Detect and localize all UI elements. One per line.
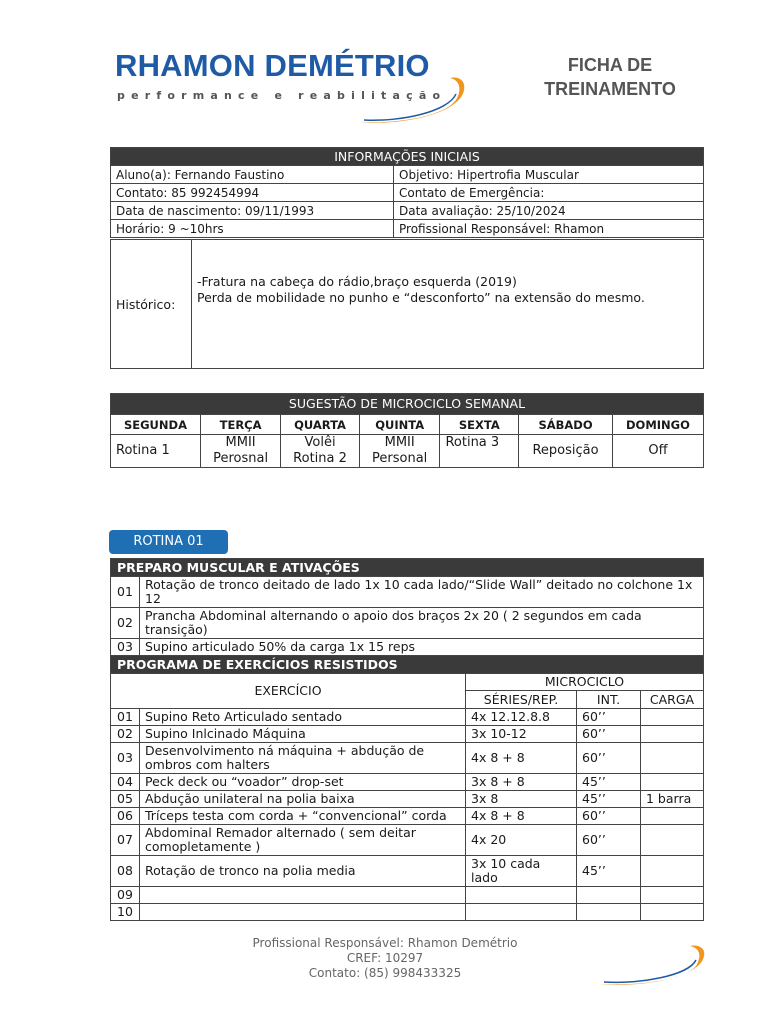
table-row [111, 743, 704, 774]
col-series: SÉRIES/REP. [466, 691, 577, 709]
ex-int: 60’’ [577, 709, 641, 726]
ex-nome [140, 904, 466, 921]
historico-line2: Perda de mobilidade no punho e “desconforto” na extensão do mesmo. [197, 290, 645, 305]
ex-carga [641, 743, 704, 774]
info-table [110, 147, 704, 238]
ex-num: 06 [111, 808, 140, 825]
day-sexta: SEXTA [440, 415, 519, 435]
ex-carga: 1 barra [641, 791, 704, 808]
ex-series: 3x 10 cada lado [466, 856, 577, 887]
ex-num: 07 [111, 825, 140, 856]
table-row [111, 856, 704, 887]
ex-int: 60’’ [577, 726, 641, 743]
table-row [111, 791, 704, 808]
ex-carga [641, 774, 704, 791]
table-row [111, 726, 704, 743]
plan-quarta-l2: Rotina 2 [293, 451, 347, 466]
info-objetivo: Objetivo: Hipertrofia Muscular [394, 166, 704, 184]
ex-int: 45’’ [577, 774, 641, 791]
footer-profissional: Profissional Responsável: Rhamon Demétrio [252, 936, 518, 950]
day-sabado: SÁBADO [519, 415, 613, 435]
plan-terca-l1: MMII [225, 435, 256, 450]
ex-nome: Supino Inlcinado Máquina [140, 726, 466, 743]
ex-int [577, 887, 641, 904]
ex-carga [641, 709, 704, 726]
ex-int: 45’’ [577, 791, 641, 808]
ex-nome: Abdominal Remador alternado ( sem deitar comopletamente ) [140, 825, 466, 856]
day-domingo: DOMINGO [612, 415, 703, 435]
document-title-line2: TREINAMENTO [544, 79, 676, 99]
ex-carga [641, 904, 704, 921]
plan-sabado-l1: Reposição [532, 443, 599, 458]
ex-num: 04 [111, 774, 140, 791]
plan-sabado [519, 435, 613, 468]
document-title-line1: FICHA DE [567, 55, 653, 75]
col-exercicio: EXERCÍCIO [111, 674, 466, 709]
ex-series: 4x 8 + 8 [466, 808, 577, 825]
ex-num: 02 [111, 726, 140, 743]
footer-swoosh-icon [600, 940, 712, 988]
ex-carga [641, 887, 704, 904]
brand-tagline: performance e reabilitação [117, 89, 447, 102]
info-header: INFORMAÇÕES INICIAIS [111, 148, 704, 166]
info-horario: Horário: 9 ~10hrs [111, 220, 394, 238]
brand-logo-text: RHAMON DEMÉTRIO [115, 48, 430, 83]
plan-quarta-l1: Volêi [304, 435, 336, 450]
table-row [111, 825, 704, 856]
info-profissional: Profissional Responsável: Rhamon [394, 220, 704, 238]
ex-series [466, 887, 577, 904]
ex-series: 3x 8 [466, 791, 577, 808]
ex-num: 10 [111, 904, 140, 921]
ex-series: 3x 8 + 8 [466, 774, 577, 791]
plan-quinta-l2: Personal [372, 451, 428, 466]
footer-cref: CREF: 10297 [346, 951, 424, 965]
preparo-text: Prancha Abdominal alternando o apoio dos braços 2x 20 ( 2 segundos em cada transição) [140, 608, 704, 639]
plan-domingo-l1: Off [648, 443, 668, 458]
col-microciclo: MICROCICLO [466, 674, 704, 691]
ex-num: 03 [111, 743, 140, 774]
ex-nome: Abdução unilateral na polia baixa [140, 791, 466, 808]
info-contato-emergencia: Contato de Emergência: [394, 184, 704, 202]
programa-header: PROGRAMA DE EXERCÍCIOS RESISTIDOS [111, 656, 704, 674]
ex-series: 3x 10-12 [466, 726, 577, 743]
plan-segunda-l1: Rotina 1 [116, 443, 170, 458]
col-carga: CARGA [641, 691, 704, 709]
ex-int: 60’’ [577, 743, 641, 774]
footer [200, 936, 570, 981]
table-row [111, 808, 704, 825]
ex-carga [641, 726, 704, 743]
ex-carga [641, 825, 704, 856]
preparo-text: Supino articulado 50% da carga 1x 15 reps [140, 639, 704, 656]
historico-text [192, 240, 704, 369]
ex-nome: Supino Reto Articulado sentado [140, 709, 466, 726]
table-row [111, 709, 704, 726]
plan-domingo [612, 435, 703, 468]
microciclo-table [110, 393, 704, 468]
ex-int: 60’’ [577, 808, 641, 825]
ex-nome: Desenvolvimento ná máquina + abdução de ombros com halters [140, 743, 466, 774]
day-terca: TERÇA [200, 415, 280, 435]
ex-int: 60’’ [577, 825, 641, 856]
historico-table [110, 239, 704, 369]
rotina-table [110, 558, 704, 921]
historico-label: Histórico: [111, 240, 192, 369]
ex-series: 4x 8 + 8 [466, 743, 577, 774]
ex-num: 08 [111, 856, 140, 887]
info-nascimento: Data de nascimento: 09/11/1993 [111, 202, 394, 220]
ex-num: 01 [111, 709, 140, 726]
ex-series: 4x 20 [466, 825, 577, 856]
plan-sexta-l1: Rotina 3 [445, 435, 500, 450]
ex-nome: Peck deck ou “voador” drop-set [140, 774, 466, 791]
document-title [520, 53, 700, 101]
table-row [111, 904, 704, 921]
ex-int [577, 904, 641, 921]
ex-nome: Rotação de tronco na polia media [140, 856, 466, 887]
plan-segunda [111, 435, 201, 468]
info-contato: Contato: 85 992454994 [111, 184, 394, 202]
microciclo-header: SUGESTÃO DE MICROCICLO SEMANAL [111, 394, 704, 415]
info-avaliacao: Data avaliação: 25/10/2024 [394, 202, 704, 220]
plan-quinta-l1: MMII [384, 435, 415, 450]
preparo-header: PREPARO MUSCULAR E ATIVAÇÕES [111, 559, 704, 577]
plan-sexta [440, 435, 519, 468]
plan-terca-l2: Perosnal [213, 451, 269, 466]
ex-nome: Tríceps testa com corda + “convencional” corda [140, 808, 466, 825]
ex-num: 05 [111, 791, 140, 808]
table-row [111, 887, 704, 904]
preparo-num: 02 [111, 608, 140, 639]
ex-series: 4x 12.12.8.8 [466, 709, 577, 726]
plan-terca [200, 435, 280, 468]
preparo-text: Rotação de tronco deitado de lado 1x 10 cada lado/“Slide Wall” deitado no colchone 1x 12 [140, 577, 704, 608]
swoosh-logo-icon [360, 70, 472, 126]
day-quinta: QUINTA [359, 415, 440, 435]
rotina-tab[interactable]: ROTINA 01 [109, 530, 228, 554]
historico-line1: -Fratura na cabeça do rádio,braço esquerda (2019) [197, 274, 517, 289]
plan-quinta [359, 435, 440, 468]
day-quarta: QUARTA [281, 415, 360, 435]
ex-num: 09 [111, 887, 140, 904]
ex-carga [641, 808, 704, 825]
info-aluno: Aluno(a): Fernando Faustino [111, 166, 394, 184]
ex-nome [140, 887, 466, 904]
preparo-num: 01 [111, 577, 140, 608]
ex-series [466, 904, 577, 921]
ex-int: 45’’ [577, 856, 641, 887]
plan-quarta [281, 435, 360, 468]
day-segunda: SEGUNDA [111, 415, 201, 435]
table-row [111, 774, 704, 791]
preparo-num: 03 [111, 639, 140, 656]
ex-carga [641, 856, 704, 887]
col-int: INT. [577, 691, 641, 709]
footer-contato: Contato: (85) 998433325 [308, 966, 462, 980]
